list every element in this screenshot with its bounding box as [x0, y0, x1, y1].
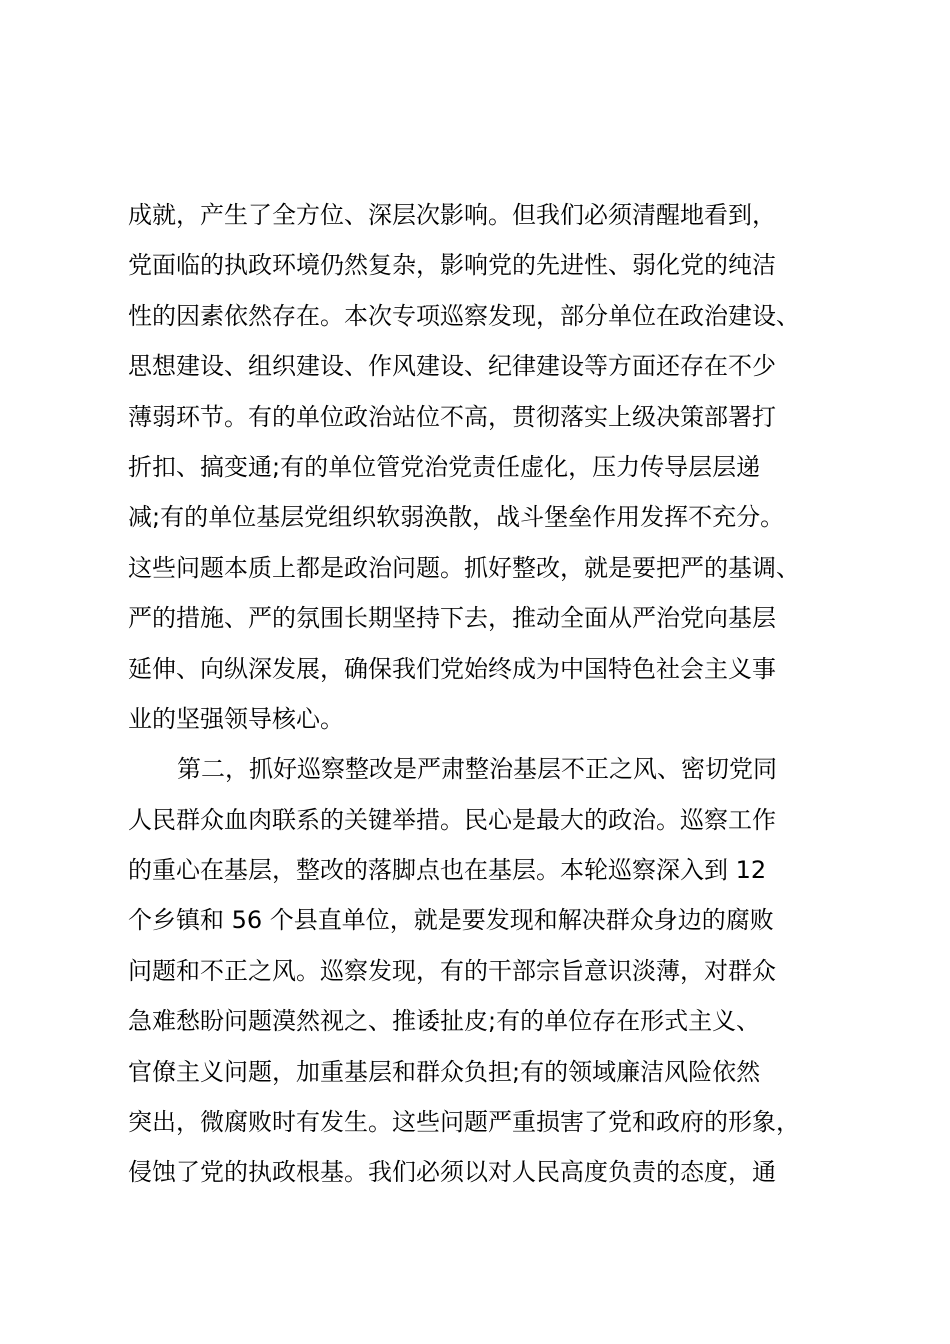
- text-line: 减;有的单位基层党组织软弱涣散，战斗堡垒作用发挥不充分。: [128, 503, 785, 532]
- text-line: 官僚主义问题，加重基层和群众负担;有的领域廉洁风险依然: [128, 1057, 761, 1086]
- text-line: 业的坚强领导核心。: [128, 704, 344, 733]
- text-line: 人民群众血肉联系的关键举措。民心是最大的政治。巡察工作: [128, 805, 776, 834]
- body-text: [128, 190, 858, 1198]
- text-line: 急难愁盼问题漠然视之、推诿扯皮;有的单位存在形式主义、: [128, 1007, 761, 1036]
- text-line: 的重心在基层，整改的落脚点也在基层。本轮巡察深入到 12: [128, 856, 767, 885]
- text-line: 党面临的执政环境仍然复杂，影响党的先进性、弱化党的纯洁: [128, 251, 776, 280]
- text-line: 性的因素依然存在。本次专项巡察发现，部分单位在政治建设、: [128, 301, 800, 330]
- text-line: 成就，产生了全方位、深层次影响。但我们必须清醒地看到，: [128, 201, 776, 229]
- text-line: 问题和不正之风。巡察发现，有的干部宗旨意识淡薄，对群众: [128, 956, 776, 985]
- text-line: 这些问题本质上都是政治问题。抓好整改，就是要把严的基调、: [128, 553, 800, 582]
- text-line: 薄弱环节。有的单位政治站位不高，贯彻落实上级决策部署打: [128, 402, 776, 431]
- text-line: 个乡镇和 56 个县直单位，就是要发现和解决群众身边的腐败: [128, 906, 774, 935]
- text-line: 侵蚀了党的执政根基。我们必须以对人民高度负责的态度，通: [128, 1158, 776, 1187]
- text-line: 延伸、向纵深发展，确保我们党始终成为中国特色社会主义事: [128, 654, 776, 683]
- text-line: 折扣、搞变通;有的单位管党治党责任虚化，压力传导层层递: [128, 452, 761, 481]
- text-line: 突出，微腐败时有发生。这些问题严重损害了党和政府的形象，: [128, 1108, 800, 1137]
- text-line: 严的措施、严的氛围长期坚持下去，推动全面从严治党向基层: [128, 604, 776, 633]
- paragraph-start-line: 第二，抓好巡察整改是严肃整治基层不正之风、密切党同: [177, 755, 777, 784]
- text-line: 思想建设、组织建设、作风建设、纪律建设等方面还存在不少: [128, 352, 776, 381]
